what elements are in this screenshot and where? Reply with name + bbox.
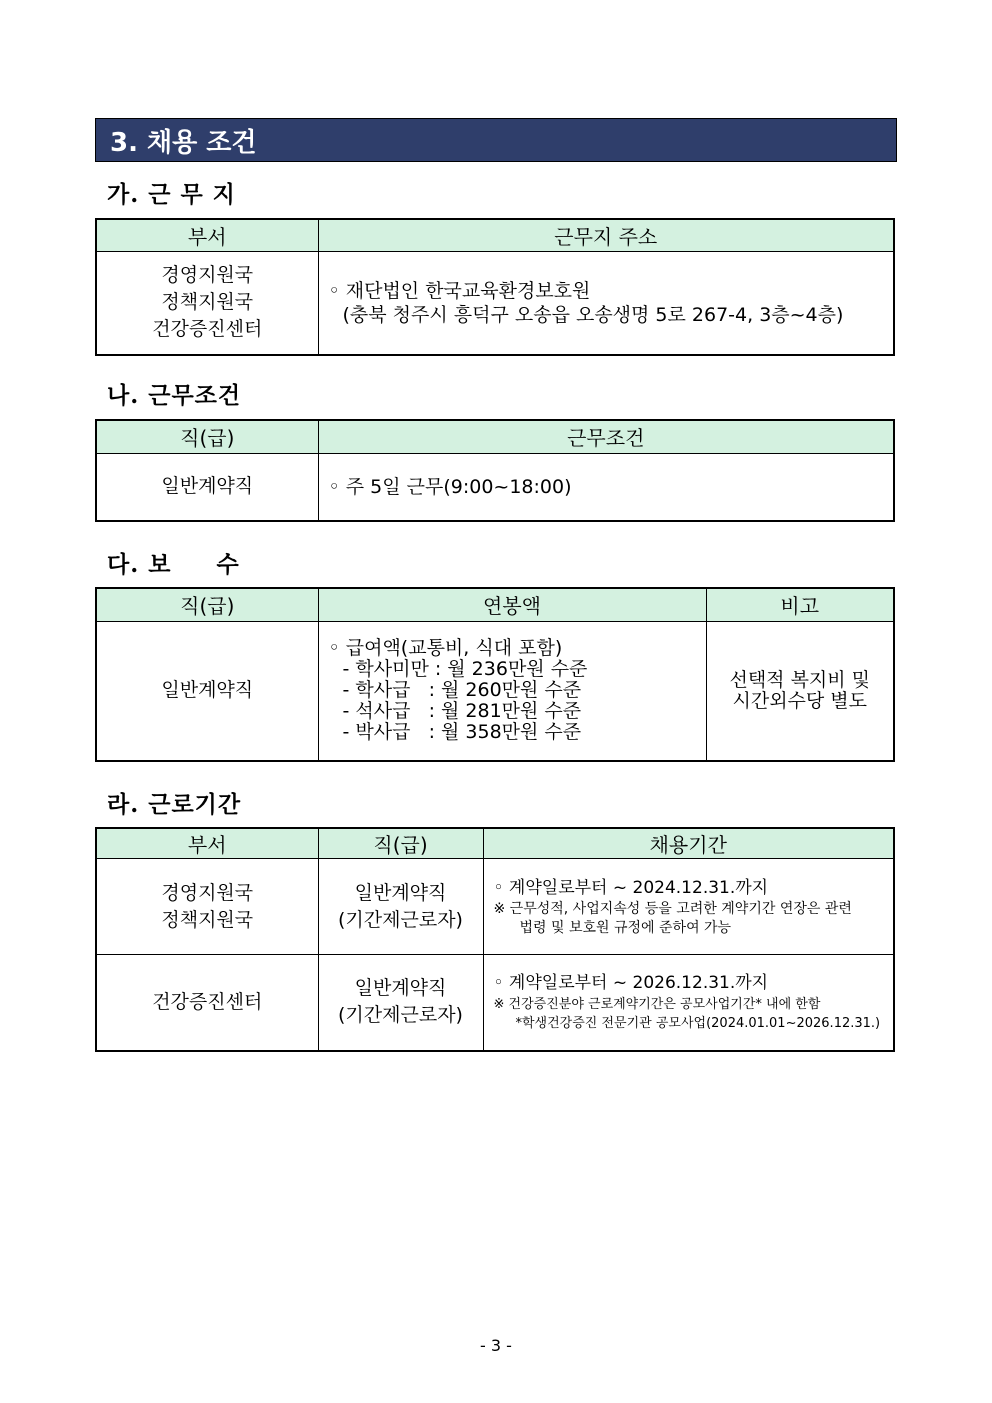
page-number: - 3 -	[480, 1336, 512, 1355]
dept-cell	[96, 955, 318, 1051]
header-dept: 부서	[96, 828, 318, 859]
period-text: ◦ 계약일로부터 ~ 2026.12.31.까지	[493, 973, 769, 994]
salary-title: ◦ 급여액(교통비, 식대 포함)	[328, 637, 563, 660]
workplace-table	[95, 218, 895, 356]
dept-name: 경영지원국	[161, 264, 254, 287]
header-dept: 부서	[96, 219, 318, 251]
period-note: 법령 및 보호원 규정에 준하여 가능	[519, 919, 732, 936]
header-position: 직(급)	[96, 420, 318, 453]
header-condition: 근무조건	[318, 420, 894, 453]
note-line: 선택적 복지비 및	[729, 668, 871, 691]
position-type: (기간제근로자)	[338, 908, 463, 931]
position-cell: 일반계약직	[96, 621, 318, 761]
salary-line: - 학사급 : 월 260만원 수준	[342, 679, 582, 702]
dept-name: 경영지원국	[161, 881, 254, 904]
salary-line: - 학사미만 : 월 236만원 수준	[342, 658, 588, 681]
header-salary: 연봉액	[318, 588, 706, 621]
dept-name: 정책지원국	[161, 908, 254, 931]
dept-name: 건강증진센터	[152, 318, 263, 341]
position-cell	[318, 859, 483, 955]
header-position: 직(급)	[318, 828, 483, 859]
period-text: ◦ 계약일로부터 ~ 2024.12.31.까지	[493, 877, 769, 898]
salary-line: - 석사급 : 월 281만원 수준	[342, 700, 582, 723]
header-period: 채용기간	[483, 828, 894, 859]
address-line-1: ◦ 재단법인 한국교육환경보호원	[328, 279, 591, 302]
header-position: 직(급)	[96, 588, 318, 621]
section-title-bar	[95, 118, 897, 162]
heading-conditions: 나. 근무조건	[107, 382, 242, 409]
dept-cell	[96, 859, 318, 955]
note-line: 시간외수당 별도	[732, 689, 868, 712]
dept-name: 정책지원국	[161, 291, 254, 314]
period-note: ※ 건강증진분야 근로계약기간은 공모사업기간* 내에 한함	[493, 997, 821, 1013]
period-table	[95, 827, 895, 1052]
header-address: 근무지 주소	[318, 219, 894, 251]
header-note: 비고	[706, 588, 894, 621]
address-cell	[318, 251, 894, 355]
position-cell	[318, 955, 483, 1051]
table-row	[96, 859, 894, 955]
period-note: *학생건강증진 전문기관 공모사업(2024.01.01~2026.12.31.)	[515, 1016, 881, 1032]
heading-salary: 다. 보 수	[107, 551, 240, 578]
salary-table	[95, 587, 895, 762]
period-cell	[483, 955, 894, 1051]
address-line-2: (충북 청주시 흥덕구 오송읍 오송생명 5로 267-4, 3층~4층)	[342, 303, 844, 326]
position-type: (기간제근로자)	[338, 1004, 463, 1027]
period-cell	[483, 859, 894, 955]
note-cell	[706, 621, 894, 761]
conditions-table	[95, 419, 895, 522]
dept-list	[96, 251, 318, 355]
period-note: ※ 근무성적, 사업지속성 등을 고려한 계약기간 연장은 관련	[493, 900, 852, 917]
salary-cell	[318, 621, 706, 761]
section-title: 3. 채용 조건	[110, 127, 257, 158]
heading-workplace: 가. 근 무 지	[107, 181, 236, 208]
table-row	[96, 955, 894, 1051]
heading-period: 라. 근로기간	[107, 791, 242, 818]
dept-name: 건강증진센터	[152, 990, 263, 1013]
condition-cell: ◦ 주 5일 근무(9:00~18:00)	[318, 453, 894, 521]
position-cell: 일반계약직	[96, 453, 318, 521]
position-name: 일반계약직	[354, 881, 447, 904]
salary-line: - 박사급 : 월 358만원 수준	[342, 721, 582, 744]
position-name: 일반계약직	[354, 977, 447, 1000]
